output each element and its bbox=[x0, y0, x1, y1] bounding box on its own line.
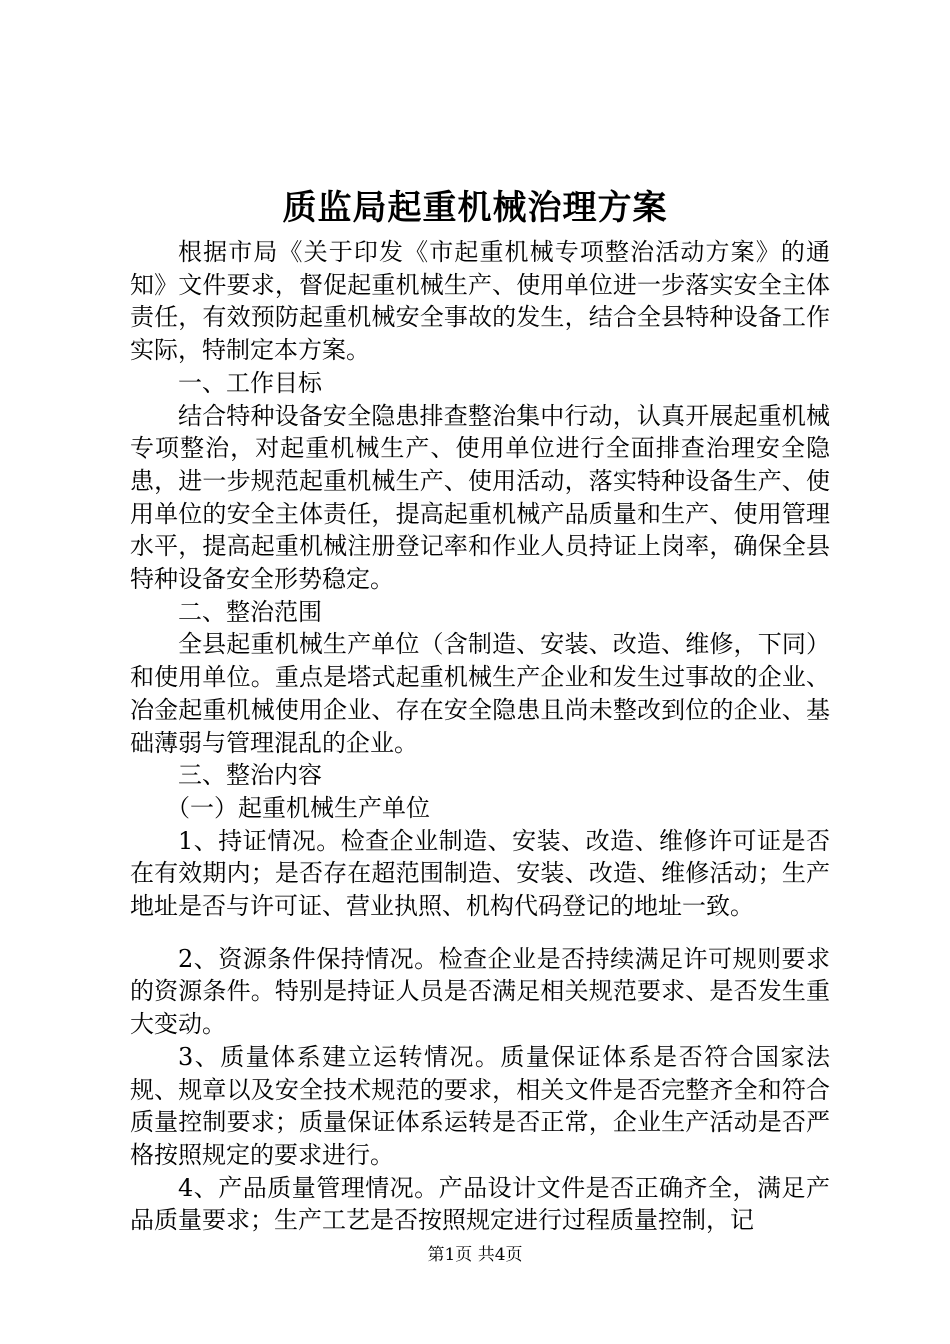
document-title: 质监局起重机械治理方案 bbox=[282, 188, 668, 228]
scope-paragraph: 全县起重机械生产单位（含制造、安装、改造、维修，下同）和使用单位。重点是塔式起重机械生产企业和发生过事故的企业、冶金起重机械使用企业、存在安全隐患且尚未整改到位的企业、基础薄弱与管理混乱的企业。 bbox=[130, 630, 830, 757]
goals-paragraph: 结合特种设备安全隐患排查整治集中行动，认真开展起重机械专项整治，对起重机械生产、使用单位进行全面排查治理安全隐患，进一步规范起重机械生产、使用活动，落实特种设备生产、使用单位的安全主体责任，提高起重机械产品质量和生产、使用管理水平，提高起重机械注册登记率和作业人员持证上岗率，确保全县特种设备安全形势稳定。 bbox=[130, 401, 830, 594]
intro-paragraph: 根据市局《关于印发《市起重机械专项整治活动方案》的通知》文件要求，督促起重机械生产、使用单位进一步落实安全主体责任，有效预防起重机械安全事故的发生，结合全县特种设备工作实际，特制定本方案。 bbox=[130, 238, 830, 365]
section-heading-scope: 二、整治范围 bbox=[178, 597, 322, 626]
item-resources-paragraph: 2、资源条件保持情况。检查企业是否持续满足许可规则要求的资源条件。特别是持证人员是否满足相关规范要求、是否发生重大变动。 bbox=[130, 944, 830, 1039]
page-footer: 第1页 共4页 bbox=[427, 1245, 523, 1265]
item-product-quality-paragraph: 4、产品质量管理情况。产品设计文件是否正确齐全，满足产品质量要求；生产工艺是否按照规定进行过程质量控制，记 bbox=[130, 1173, 830, 1235]
document-body bbox=[130, 236, 830, 1237]
section-heading-content: 三、整治内容 bbox=[178, 761, 322, 790]
item-quality-system-paragraph: 3、质量体系建立运转情况。质量保证体系是否符合国家法规、规章以及安全技术规范的要求，相关文件是否完整齐全和符合质量控制要求；质量保证体系运转是否正常，企业生产活动是否严格按照规定的要求进行。 bbox=[130, 1042, 830, 1169]
section-heading-goals: 一、工作目标 bbox=[178, 368, 322, 397]
subsection-heading-producers: （一）起重机械生产单位 bbox=[166, 793, 430, 822]
item-license-paragraph: 1、持证情况。检查企业制造、安装、改造、维修许可证是否在有效期内；是否存在超范围制造、安装、改造、维修活动；生产地址是否与许可证、营业执照、机构代码登记的地址一致。 bbox=[130, 826, 830, 921]
